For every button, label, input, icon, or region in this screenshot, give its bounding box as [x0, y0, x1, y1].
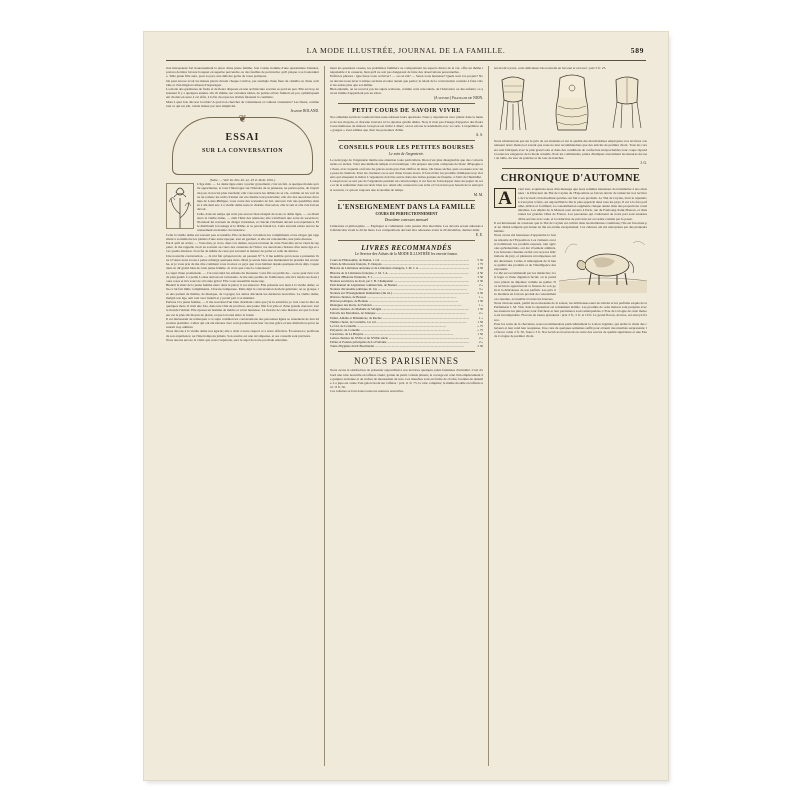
author-signature: (A suivre.) François de NION.: [433, 96, 483, 101]
article-text: Celle la vieille dame est souvent peu accessible. Elle recherche volontiers les compliments et les éloges qui rappellent à sa mémoire les plaisirs d'une autre époque, tout en gardant, si elle est raisonnable, une juste mesure.: [166, 232, 319, 241]
book-price: 3 50: [477, 274, 483, 279]
column-2: [330, 66, 483, 766]
book-title: Histoire de la Littérature française, J. M. J. A. .....: [330, 271, 469, 275]
essai-title-ornament: [172, 114, 313, 175]
corset-figure: [552, 74, 592, 132]
book-title: Œuvres choisies, de Bossuet .....: [330, 295, 469, 299]
article-text: Nous n'insisterons pas sur le prix de ces modèles et sur la qualité des marchandises employées; nos lectrices connaissent notre maison et savent que nous ne leur recommandons que des articles de premier choix. Tous les corsets sont fabriqués avec le plus grand soin et dans des conditions de confection irréprochables; leur coupe répond à toutes les exigences de la mode actuelle. Pour les commandes, prière d'indiquer exactement les mesures du tour de taille, du tour de poitrine et du tour de hanches.: [494, 139, 647, 161]
chronique-title: CHRONIQUE D'AUTOMNE: [500, 173, 641, 185]
article-text: tion marquaient fort heureusement la place d'une jeune femme. Son voisin, homme d'une quarantaine d'années, portera derrière lui une bouquet en superbe pervenche ou des feuilles de pervenche; qu'il plaque à sa boutonnière. Telle jeune fille aura, pour sa part, une délicate gerbe de roses pompons.: [166, 66, 319, 79]
corset-figure: [610, 74, 644, 132]
section-subtitle: Deuxième concours mensuel: [384, 217, 429, 222]
article-text: Lorsqu'on ne se sert pas de l'argenterie pendant un certain temps, il est bon de l'envelopper dans du papier de soie et de la renfermer dans un tiroir bien sec. Ainsi elle conservera son éclat et l'on n'aura pas besoin de la nettoyer si souvent, ce qui est toujours une économie de temps.: [330, 179, 483, 192]
page-number: 589: [630, 46, 644, 55]
book-title: Œuvres poétiques, de Boileau .....: [330, 299, 469, 303]
section-divider: [338, 140, 475, 141]
article-text: Ces toilettes se font dans toutes les nuances nouvelles.: [330, 389, 404, 394]
column-3: [494, 66, 647, 766]
book-price: 2 50: [477, 278, 483, 283]
article-text: Il est intéressant de remarquer à ce sujet combien les conversations des personnes âgées se ressentent de leur éducation première. Celles qui ont été élevées avec soin gardent toute leur vie une grâce et une distinction qu'on ne saurait trop admirer.: [166, 316, 319, 330]
book-price: 1 50: [477, 299, 483, 304]
article-text: vant tout, acquittons-nous d'un message que nous sommes heureuses de transmettre à nos abonnées : le Directeur du Thé de Ceylan de l'Exposition se fait un devoir de remercier nos lectrices de l'accueil si bienveillant qu'elles ont fait à ses produits. Le Thé de Ceylan, dont la réputation n'est plus à faire, est aujourd'hui le thé le plus apprécié dans tous les pays. Il est à la fois parfumé, délicat et fortifiant; sa consommation augmente chaque année dans des proportions considérables. Les dépôts de la Maison sont ouverts à Paris, rue du Faubourg-Saint-Honoré, et dans toutes les grandes villes de France. Les personnes qui s'adressent de notre part sont assurées d'être servies avec soin, et la réduction de prix leur est accordée comme par le passé.: [518, 187, 647, 221]
book-row: [330, 344, 483, 348]
book-price: 2 »: [479, 311, 483, 316]
author-signature: M. M.: [473, 192, 483, 197]
section-subtitle: COURS DE PERFECTIONNEMENT: [375, 211, 438, 216]
column-1: [166, 66, 319, 766]
section-divider: [338, 240, 475, 241]
article-text: Bien entendu, on ne recevra pas les sujets scabreux, comme ceux rencontrés, de l'éducation ou des enfants; ce qui est intime n'appartient pas au salon.: [330, 87, 483, 96]
column-divider-2: [488, 66, 489, 766]
section-divider: [338, 200, 475, 201]
book-title: Notions succinctes de droit, par J. B. Champenier .....: [330, 279, 469, 283]
header-rule: [166, 60, 646, 61]
books-section-title: LIVRES RECOMMANDÉS: [361, 244, 452, 253]
article-text: Est-il qu'il en arrive. — Vous êtes, je crois, dans vos dames, un peu revenue de cette Nouvelle qu'on vient de rappeler. Je me rappelle avoir su souvent au cours des causeries de l'hiver ces anecdotes choisies d'un autre âge et avec quelle émotion. Il en fut de même de ceux qui savaient la mesure de parler et celle du silence.: [166, 241, 319, 254]
book-title: Théâtre choisi, de Corneille, 1er vol. .....: [330, 320, 469, 324]
page-header: [144, 46, 668, 60]
essai-title: ESSAI: [225, 132, 260, 144]
book-price: 2 »: [479, 340, 483, 345]
iris-flower-illustration: [166, 183, 194, 229]
book-price: 2 »: [479, 336, 483, 341]
book-title: Extraits des Moralistes, de Sénèque .....: [330, 311, 469, 315]
book-title: Cours de Philosophie, de Dunan, 1 vol. .....: [330, 258, 469, 262]
book-title: Notions d'Histoire Naturelle, F. J. .....: [330, 275, 469, 279]
book-price: 2 50: [477, 291, 483, 296]
article-text: ment les questions vexées, les problèmes familiers ou comprennent les aspects divers de la vie, offre un thème inépuisable à la causerie, bien qu'il ne soit pas dangereux de faire des observations personnelles.: [330, 66, 483, 75]
corsets-illustration: [494, 72, 647, 136]
corset-figure: [496, 74, 530, 132]
book-price: 4 50: [477, 270, 483, 275]
cows-illustration: [559, 235, 647, 293]
article-text: Nous avons la satisfaction de présenter aujourd'hui à nos lectrices quelques jolies fantaisies d'actualité. C'est d'abord une robe nouvelle en taffetas ciselé, garnie de petits volants plissés; le corsage est orné d'un empiècement de guipure ancienne et de ruches de mousseline de soie. Les manches sont en forme de cloche, bordées de dentelle. La jupe est ornée d'un galon brodé sur taffetas : prix 11 fr. 75, la robe complète; le même modèle en taffetas uni : 8 fr. 50.: [330, 368, 483, 390]
notes-parisiennes-title: NOTES PARISIENNES: [354, 356, 459, 367]
article-text: Nos aimables lectrices voudront bien nous adresser leurs questions. Nous y répondrons avec plaisir dans la mesure de nos moyens, et chacune trouvera ici la réponse qu'elle désire. Non, il n'est pas d'usage d'apporter des fleurs à une maîtresse de maison lorsqu'on est invité à dîner; on les envoie le lendemain avec sa carte. L'expédition de « gaugue » n'est admise que chez les personnes d'élite.: [330, 115, 483, 133]
book-title: Fables et Poésies principales de La Fontaine .....: [330, 340, 469, 344]
author-signature: Jeanne ROLAND.: [290, 109, 319, 114]
section-divider: [338, 351, 475, 352]
article-text: Enfin les phrases : Que ferez-vous cet hiver? — ou cet été? — Serez-vous heureuse? Quels sont vos projets? Nous devons nous lever à temps; sachons écouter autant que parler; le talent de la conversation consiste à faire valoir les autres plus que soi-même.: [330, 74, 483, 87]
book-title: Caractères, de La Bruyère .....: [330, 332, 469, 336]
section-divider: [338, 103, 475, 104]
section-title-petites-bourses: CONSEILS POUR LES PETITES BOURSES: [339, 144, 474, 152]
book-price: 1 »: [479, 295, 483, 300]
article-text: Jadis, dans un temps qui n'est pas encore bien éloigné de nous, la dame âgée, — on disait alors la vieille dame, — était l'âme des réunions; elle s'attribuait une sorte de sacerdoce; l'honneur lui revenait de diriger l'entretien, et chacun s'inclinait devant son expérience. Elle distribuait la louange et le blâme, et sa parole faisait loi. Cette autorité existe encore heureusement en mainte circonstance.: [197, 211, 319, 233]
article-text: L'âge mûr. — La dame âgée entre à parler gravement; c'est un fait. A quelque monde qu'elle appartienne, si vous l'interrogez sur l'histoire de sa jeunesse, ne parlera plus, de l'esprit du jour, rien n'est plus touchant; elle vous narre les débuts de sa vie, comme on les voit dans un roman; les récits d'antan ont un charme tout particulier; elle cite des anecdotes du temps de Louis-Philippe, vous conte des souvenirs de bal, retrouve l'air des quadrilles dansés à dix-huit ans. La vieille dame reste le charme d'un salon, elle le sait et elle s'en fait un devoir.: [197, 182, 319, 212]
book-price: 1 50: [477, 331, 483, 336]
recommended-books-list: [330, 258, 483, 348]
article-text: Nous citerons aussi, parmi les nouveautés de la saison, les délicieuses eaux de toilette et les parfums exquis de la Parfumerie J. M. Vial, dont la réputation est solidement établie. Les produits de cette maison sont préparés avec les essences les plus pures; leur fraîcheur et leur persistance sont remarquables. L'Eau de Cologne de cette maison est incomparable. Flacons de toutes grandeurs : prix 3 fr., 5 fr. et 10 fr. Le grand flacon, de luxe, est envoyé franco.: [494, 300, 647, 322]
article-text: La mode des garnitures de fruits et de fleurs disposés en une architecture savante se perd un peu. Elle est trop en honneur fi y a quelques années. On vit même, sur certaines tables, de petites arbres fruitiers en pot, symétriquement choisis en serre à cet effet, à la fin du repas les invités faisaient la cueillette.: [166, 87, 319, 100]
book-price: 3 »: [479, 286, 483, 291]
section-title-enseignement: L'ENSEIGNEMENT DANS LA FAMILLE: [337, 203, 476, 211]
essai-subtitle: SUR LA CONVERSATION: [201, 148, 284, 155]
book-title: Le Cid, de Corneille .....: [330, 324, 469, 328]
article-text: Bientôt le mari de la jeune femme entre dans la pièce; il est annoncé. Elle présente son mari à la vieille dame; celle-ci lui fait mille compliments. Chacun s'empresse. Mais déjà la conversation devient générale; on se groupe, les uns parlent de théâtre, de musique, de voyages; les autres discutent les dernières nouvelles. La vieille dame, malgré son âge, suit tout avec intérêt et y prend part à sa manière.: [166, 283, 319, 300]
book-price: » 75: [477, 323, 483, 328]
header-title: LA MODE ILLUSTRÉE, JOURNAL DE LA FAMILLE.: [306, 46, 506, 55]
book-title: Lettres choisies du XVIIe et du XVIIIe siècle .....: [330, 336, 469, 340]
book-price: 2 50: [477, 344, 483, 349]
book-price: 2 »: [479, 282, 483, 287]
section-divider: [502, 168, 639, 169]
book-title: Histoire de Littérature ancienne et de Littérature étrangère, J. M. J. A. .....: [330, 266, 469, 270]
books-section-subtitle: Le Service des Achats de la MODE ILLUSTRÉE les envoie franco.: [354, 252, 458, 257]
article-text: On peut encore avoir les menus placés devant chaque convive, par exemple d'une fleur de camélia ou d'une orchidée et d'un mignon rameau d'Asparagus.: [166, 78, 319, 87]
book-price: 1 50: [477, 319, 483, 324]
book-price: 1 75: [477, 262, 483, 267]
article-text: Ce thé est recommandé par les médecins; il est léger et d'une digestion facile; on le prend avec plaisir au déjeuner comme au goûter. Nos lectrices apprécieront la finesse de son goût et la délicatesse de son parfum. Les prix très modérés en font un produit de consommation courante, accessible à toutes les bourses.: [494, 271, 556, 301]
book-title: Petit manuel de Législation commerciale, de Bonnet .....: [330, 283, 469, 287]
book-title: Esther, Athalie et Britannicus, de Racine .....: [330, 316, 469, 320]
book-title: Notions d'économie politique, R. Jay .....: [330, 287, 469, 291]
book-title: Notions sur l'Enseignement élémentaire (IIe éd.) .....: [330, 291, 469, 295]
book-price: » 75: [477, 327, 483, 332]
book-price: 1 »: [479, 303, 483, 308]
author-signature: E. E.: [475, 233, 483, 238]
book-title: Dialogues des morts, de Fénelon .....: [330, 303, 469, 307]
book-price: 5 50: [477, 258, 483, 263]
author-signature: A. S.: [475, 133, 483, 138]
article-text: Une nouvelle conversation. — Je n'ai fait qu'apercevoir, en passant N° 5, il me semble qu'on nous a présentés l'une à l'autre nous avons à peine échangé quelques mots. Mais je serais bien aise maintenant de prendre ma revanche, et je vous prie de me dire comment vous trouvez ce pays que vous habitez depuis quelques mois déjà. Cependant on dit grand bien de cette jeune femme. Je crois que vous la connaissez?: [166, 253, 319, 271]
book-price: 1 »: [479, 315, 483, 320]
book-price: 1 50: [477, 307, 483, 312]
section-subtitle: Le soin de l'argenterie.: [388, 152, 425, 157]
article-text: les brodé à jours, cette délicieuse très nouvelle en lui sont et en lacet : prix 5 fr. 25.: [494, 66, 607, 70]
book-price: 4 50: [477, 266, 483, 271]
article-text: Le sujet d'une promenade. — J'ai rencontré les enfants du monsieur votre fils au jardin du... ou ne peut rien voir de plus gentil. La petite Louise surtout est ravissante. Je me suis permis de l'embrasser, elle m'a tendu ses deux joues roses et m'a souri de si bonne grâce! Elle vous ressemble beaucoup.: [166, 270, 319, 283]
series-reference: (Suite. — Voir les Nos 40, 42, 43 et 46 de 1901.): [209, 178, 276, 183]
book-title: Lettres choisies, de Madame de Sévigné .....: [330, 307, 469, 311]
article-text: Nous devons à la vieille dame nos égards; elle a droit à notre respect et à notre affection. Écoutons-la; profitons de son expérience; ne l'interrompons jamais. Son sourire est une récompense, et ses conseils sont précieux.: [166, 329, 319, 338]
section-title-savoir-vivre: PETIT COURS DE SAVOIR VIVRE: [352, 107, 461, 115]
floral-ornament-icon: ❦: [238, 114, 247, 126]
author-signature: J. G.: [640, 161, 647, 166]
article-text: Pour les soins de la chevelure, nous recommandons particulièrement la Lotion végétale, qui arrête la chute des cheveux et leur rend leur souplesse. Une cure de quelques semaines suffit pour obtenir des résultats surprenants; le flacon coûte 2 fr. 50, franco 3 fr. Nos lectrices trouveront en outre des savons de qualité supérieure et une Eau de Cologne de premier choix.: [494, 321, 647, 339]
drop-cap: A: [494, 188, 516, 208]
article-text: Littérature et philosophie. — Expliquer et commenter cette pensée d'un moraliste. Les devoirs seront adressés à la Rédaction avant le 20 du mois. Les compositions devront être adressées avant le 20 décembre, dernier délai.: [330, 223, 483, 233]
article-text: Il est intéressant de constater que le Thé de Ceylan est cultivé dans les meilleures conditions; l'île est favorisée par un climat tempéré qui donne au thé un arôme exceptionnel. Ces cultures ont été entreprises par des planteurs habiles.: [494, 220, 647, 234]
article-text: Parlons à la jeune femme, — il me souvient d'un bien charmant conte que j'ai lu autrefois; je vais vous le dire en quelques mots. Il était une fois, dans une ville de province, une jeune fille fort jolie et d'une grande douceur; tout le monde l'aimait. Elle épousa un homme de mérite et vécut heureuse. La morale de cette histoire est que la douceur est le plus sûr moyen de plaire; et que la bonté attire la bonté.: [166, 299, 319, 317]
newspaper-page: [144, 32, 668, 780]
column-divider-1: [324, 66, 325, 766]
book-title: Polyeucte, de Corneille .....: [330, 328, 469, 332]
article-text: Le nettoyage de l'argenterie mérite une attention toute particulière. Rien n'est plus désagréable que des couverts ternis ou tachés. Voici une méthode simple et économique : On prépare une pâte composée de blanc d'Espagne et d'eau, avec laquelle on frotte les pièces au moyen d'un chiffon de laine. On laisse sécher, puis on essuie avec une peau de chamois. Pour les ciselures on se sert d'une brosse douce. Il faut éviter les produits chimiques trop violents qui attaquent le métal. L'argenterie doit être serrée dans des boîtes garnies de flanelle, à l'abri de l'humidité.: [330, 158, 483, 180]
article-text: Nous aurons encore la visite qui, nous l'espérons, sera le sujet de notre prochain entretien.: [166, 337, 288, 342]
article-text: Mais à quoi bon décorer la table? A quoi bon chercher de volumineux et coûteux ornements? Les fleurs, comme tout ce qui est joli, valent mieux par leur simplicité.: [166, 99, 319, 108]
book-title: Choix de Morceaux français, E. Despois. .....: [330, 262, 469, 266]
article-text: Nous avons été heureuses d'apprendre la bonne réussite de l'Exposition. Les visiteurs ont été nombreux; les produits exposés, tant agricoles qu'industriels, ont été vivement admirés. Les boissons chaudes au thé ont reçu les félicitations du jury, et plusieurs récompenses ont été décernées. Celles-ci témoignent de la haute qualité des produits et de l'intelligence des exposants.: [494, 233, 556, 272]
book-title: Traité d'hygiène du Dr Bouchardat .....: [330, 344, 469, 348]
